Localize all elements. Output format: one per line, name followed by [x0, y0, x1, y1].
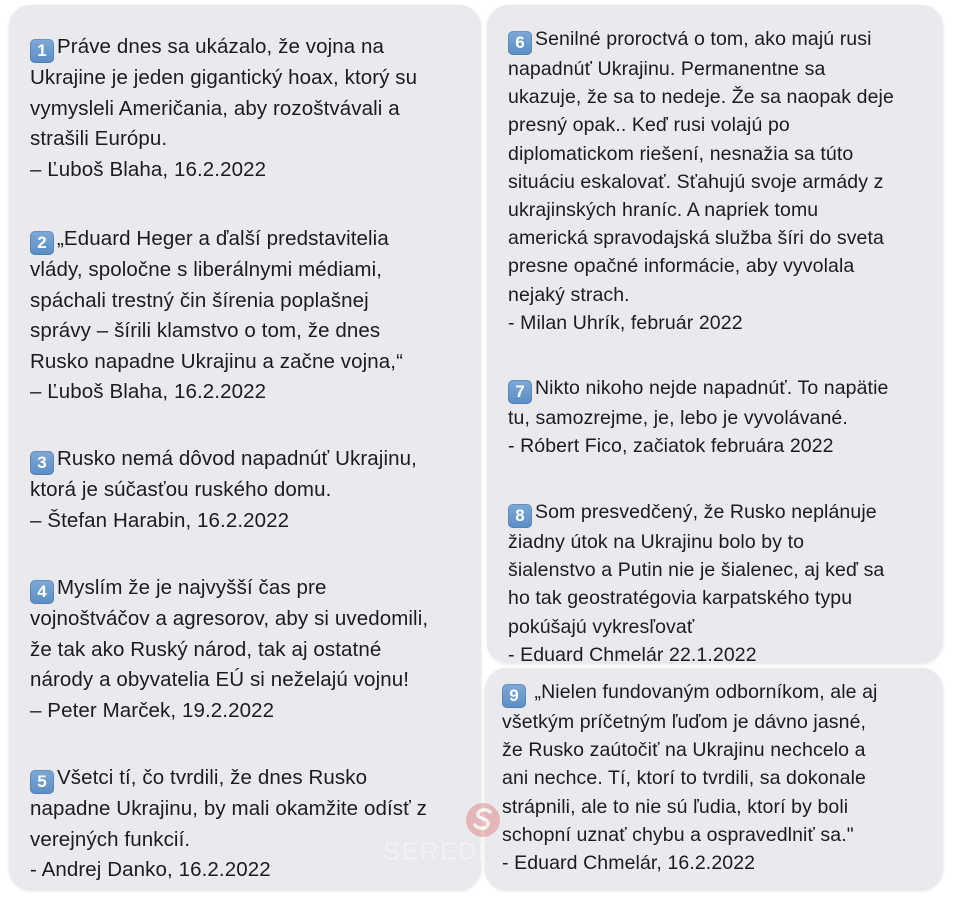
- quote-3: [30, 444, 417, 536]
- quote-text: Rusko nemá dôvod napadnúť Ukrajinu, ktorá je súčasťou ruského domu.: [30, 447, 417, 501]
- quote-author: - Eduard Chmelár, 16.2.2022: [502, 852, 756, 875]
- quote-6: [508, 25, 894, 337]
- quote-5: [30, 763, 427, 886]
- keycap-number-icon: 3: [30, 451, 54, 475]
- quote-text: „Eduard Heger a ďalší predstavitelia vlády, spoločne s liberálnymi médiami, spáchali trestný čin šírenia poplašnej správy – šírili klamstvo o tom, že dnes Rusko napadne Ukrajinu a začne vojna,“: [30, 227, 404, 373]
- quote-1: [30, 32, 417, 185]
- quote-text: Práve dnes sa ukázalo, že vojna na Ukrajine je jeden gigantický hoax, ktorý su vymysleli Američania, aby rozoštvávali a strašili Európu.: [30, 35, 418, 150]
- quote-author: – Peter Marček, 19.2.2022: [30, 698, 275, 722]
- quote-2: [30, 224, 403, 408]
- keycap-number-icon: 4: [30, 580, 54, 604]
- quote-text: Nikto nikoho nejde napadnúť. To napätie tu, samozrejme, je, lebo je vyvolávané.: [508, 377, 889, 429]
- watermark-text: SEREDÍ: [383, 836, 486, 866]
- quote-author: - Andrej Danko, 16.2.2022: [30, 858, 271, 881]
- quote-text: Všetci tí, čo tvrdili, že dnes Rusko napadne Ukrajinu, by mali okamžite odísť z verejných funkcií.: [30, 766, 428, 851]
- quote-author: – Ľuboš Blaha, 16.2.2022: [30, 157, 267, 181]
- quote-4: [30, 573, 428, 726]
- quote-author: - Milan Uhrík, február 2022: [508, 311, 743, 334]
- quote-9: [502, 678, 878, 877]
- quote-text: Senilné proroctvá o tom, ako majú rusi napadnúť Ukrajinu. Permanentne sa ukazuje, že sa to nedeje. Že sa naopak deje presný opak.. Keď rusi volajú po diplomatickom riešení, nesnažia sa túto situáciu eskalovať. Sťahujú svoje armády z ukrajinských hraníc. A napriek tomu americká spravodajská služba šíri do sveta presne opačné informácie, aby vyvolala nejaký strach.: [508, 28, 894, 306]
- keycap-number-icon: 5: [30, 770, 54, 794]
- quote-text: Myslím že je najvyšší čas pre vojnoštváčov a agresorov, aby si uvedomili, že tak ako Ruský národ, tak aj ostatné národy a obyvatelia EÚ si neželajú vojnu!: [30, 576, 429, 691]
- quote-text: Som presvedčený, že Rusko neplánuje žiadny útok na Ukrajinu bolo by to šialenstvo a Putin nie je šialenec, aj keď sa ho tak geostratégovia karpatského typu pokúšajú vykresľovať: [508, 501, 885, 638]
- quote-author: - Eduard Chmelár 22.1.2022: [508, 643, 757, 666]
- keycap-number-icon: 2: [30, 231, 54, 255]
- quote-author: – Štefan Harabin, 16.2.2022: [30, 508, 290, 532]
- keycap-number-icon: 7: [508, 380, 532, 404]
- quote-author: - Róbert Fico, začiatok februára 2022: [508, 435, 834, 458]
- quote-text: „Nielen fundovaným odborníkom, ale aj všetkým príčetným ľuďom je dávno jasné, že Rusko zaútočiť na Ukrajinu nechcelo a ani nechce. Tí, ktorí to tvrdili, sa dokonale strápnili, ale to nie sú ľudia, ktorí by boli schopní uznať chybu a ospravedlniť sa.": [502, 681, 878, 846]
- keycap-number-icon: 8: [508, 504, 532, 528]
- quote-author: – Ľuboš Blaha, 16.2.2022: [30, 380, 267, 403]
- keycap-number-icon: 1: [30, 39, 54, 63]
- quote-8: [508, 498, 884, 669]
- keycap-number-icon: 9: [502, 684, 526, 708]
- quote-7: [508, 374, 888, 460]
- keycap-number-icon: 6: [508, 31, 532, 55]
